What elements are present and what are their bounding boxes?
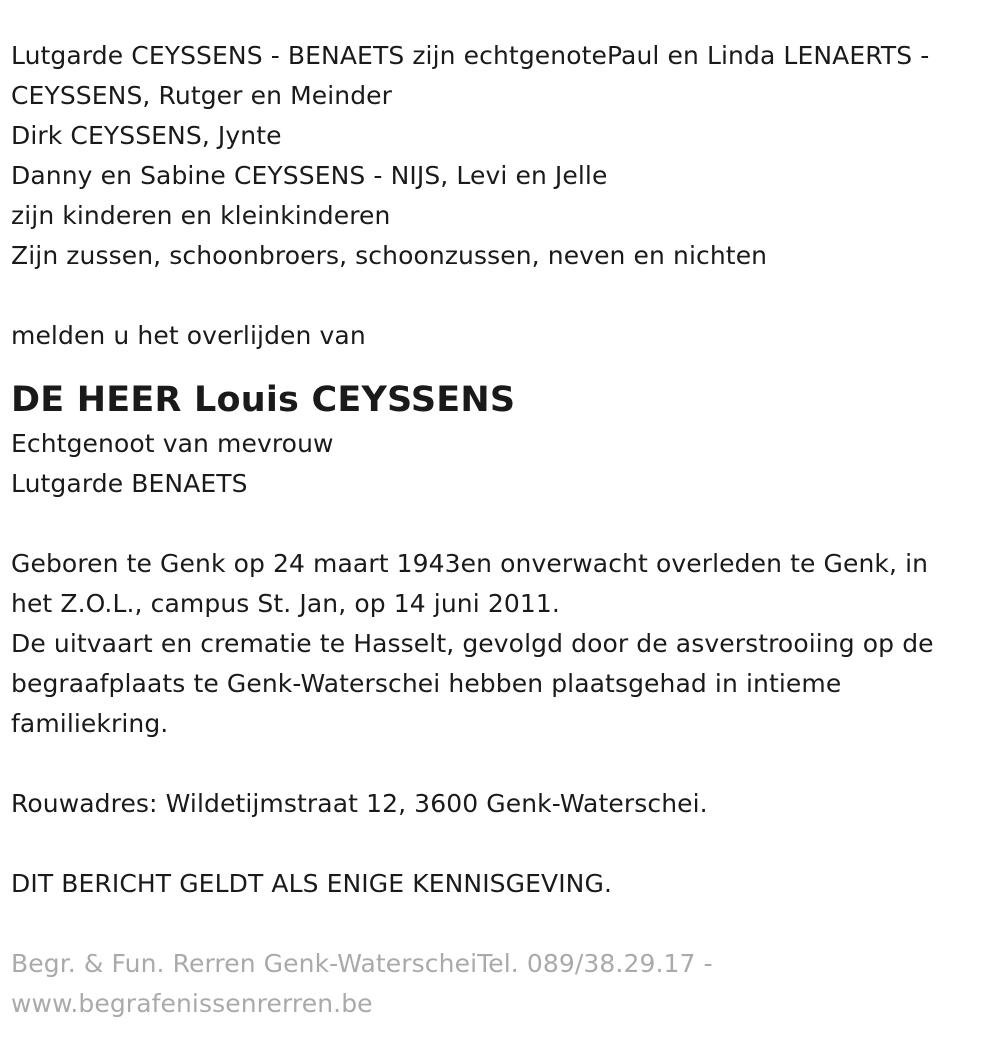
official-notice: DIT BERICHT GELDT ALS ENIGE KENNISGEVING. — [11, 869, 612, 898]
family-line: Dirk CEYSSENS, Jynte — [11, 121, 282, 150]
details-line: Geboren te Genk op 24 maart 1943en onverwacht overleden te Genk, in — [11, 549, 929, 578]
spacer — [11, 824, 996, 864]
spacer — [11, 276, 996, 316]
spouse-name: Lutgarde BENAETS — [11, 469, 248, 498]
details-line: De uitvaart en crematie te Hasselt, gevolgd door de asverstrooiing op de — [11, 629, 934, 658]
funeral-home-website[interactable]: www.begrafenissenrerren.be — [11, 989, 373, 1018]
spacer — [11, 504, 996, 544]
family-line: Zijn zussen, schoonbroers, schoonzussen, neven en nichten — [11, 241, 768, 270]
announcement-text: melden u het overlijden van — [11, 321, 366, 350]
details-line: het Z.O.L., campus St. Jan, op 14 juni 2011. — [11, 589, 560, 618]
details-section — [11, 544, 996, 744]
family-line: zijn kinderen en kleinkinderen — [11, 201, 391, 230]
family-section — [11, 36, 996, 276]
spouse-line: Echtgenoot van mevrouw — [11, 429, 334, 458]
details-line: familiekring. — [11, 709, 169, 738]
family-line: Lutgarde CEYSSENS - BENAETS zijn echtgenotePaul en Linda LENAERTS - — [11, 41, 930, 70]
family-line: Danny en Sabine CEYSSENS - NIJS, Levi en Jelle — [11, 161, 608, 190]
funeral-home-footer — [11, 944, 996, 1024]
obituary-notice — [11, 36, 996, 1024]
deceased-name: DE HEER Louis CEYSSENS — [11, 380, 516, 420]
spacer — [11, 744, 996, 784]
funeral-home-contact: Begr. & Fun. Rerren Genk-WaterscheiTel. 089/38.29.17 - — [11, 949, 713, 978]
family-line: CEYSSENS, Rutger en Meinder — [11, 81, 393, 110]
details-line: begraafplaats te Genk-Waterschei hebben plaatsgehad in intieme — [11, 669, 842, 698]
spacer — [11, 904, 996, 944]
mourning-address: Rouwadres: Wildetijmstraat 12, 3600 Genk-Waterschei. — [11, 789, 708, 818]
